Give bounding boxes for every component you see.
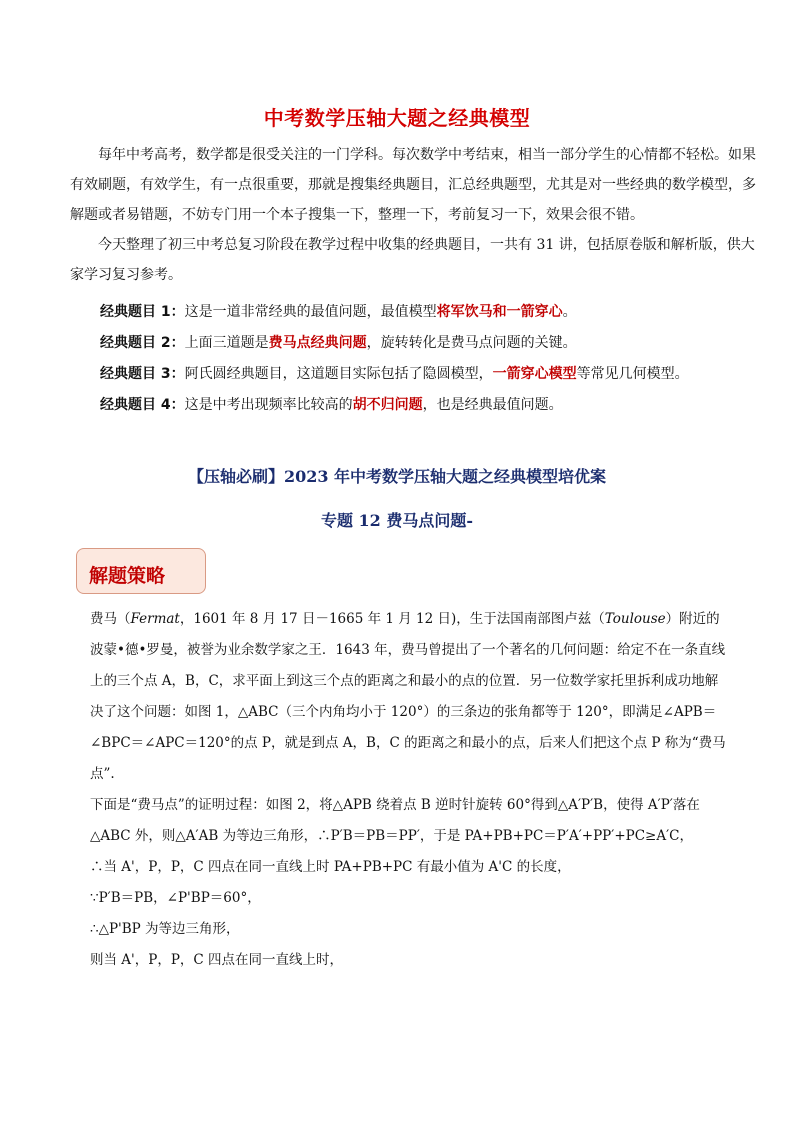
- body-paragraph-3: ∴当 A'，P，P，C 四点在同一直线上时 PA+PB+PC 有最小值为 A'C 的长度，: [90, 859, 571, 875]
- text-italic: Fermat: [130, 611, 180, 627]
- topic-heading: 专题 12 费马点问题-: [320, 511, 474, 530]
- strategy-badge: [76, 548, 206, 594]
- classic-list: [100, 297, 760, 421]
- classic-text-end: 。: [562, 304, 577, 320]
- strategy-label: 解题策略: [89, 565, 166, 587]
- classic-text: 这是一道非常经典的最值问题，最值模型: [184, 304, 437, 320]
- classic-highlight: 将军饮马和一箭穿心: [436, 304, 563, 320]
- text: ）附近的波蒙•德•罗曼，被誉为业余数学家之王．1643 年，费马曾提出了一个著名的几何问题：给定不在一条直线上的三个点 A，B，C，求平面上到这三个点的距离之和最小的点的位置．另一位数学家托里拆利成功地解决了这个问题：如图 1，△ABC（三个内角均小于 120°）的三条边的张角都等于 120°，即满足∠APB＝∠BPC＝∠APC＝120°的点 P，就是到点 A，B，C 的距离之和最小的点，后来人们把这个点 P 称为“费马点”.: [90, 611, 726, 782]
- intro-paragraph-1: 每年中考高考，数学都是很受关注的一门学科。每次数学中考结束，相当一部分学生的心情都不轻松。如果有效刷题，有效学生，有一点很重要，那就是搜集经典题目，汇总经典题型，尤其是对一些经典的数学模型，多解题或者易错题，不妨专门用一个本子搜集一下，整理一下，考前复习一下，效果会很不错。: [70, 147, 756, 223]
- classic-item: [100, 328, 760, 359]
- body-paragraph-6: 则当 A'，P，P，C 四点在同一直线上时，: [90, 952, 344, 968]
- document-title: 中考数学压轴大题之经典模型: [263, 106, 531, 130]
- classic-label: 经典题目 3：: [100, 366, 185, 382]
- classic-text-end: ，也是经典最值问题。: [422, 397, 563, 413]
- classic-item: [100, 297, 760, 328]
- classic-item: [100, 390, 760, 421]
- classic-text-end: 等常见几何模型。: [576, 366, 689, 382]
- body-paragraph-4: ∵P′B＝PB，∠P'BP＝60°，: [90, 890, 261, 906]
- classic-highlight: 胡不归问题: [352, 397, 423, 413]
- classic-highlight: 一箭穿心模型: [492, 366, 577, 382]
- classic-highlight: 费马点经典问题: [268, 335, 367, 351]
- series-heading: 【压轴必刷】2023 年中考数学压轴大题之经典模型培优案: [187, 467, 607, 486]
- body-paragraph-2: 下面是“费马点”的证明过程：如图 2，将△APB 绕着点 B 逆时针旋转 60°得到△A′P′B，使得 A′P′落在△ABC 外，则△A′AB 为等边三角形，∴P′B＝PB＝PP′，于是 PA+PB+PC＝P′A′+PP′+PC≥A′C，: [90, 797, 700, 844]
- text: ，1601 年 8 月 17 日－1665 年 1 月 12 日)，生于法国南部图卢兹（: [179, 611, 605, 627]
- classic-text: 这是中考出现频率比较高的: [184, 397, 353, 413]
- intro-paragraph-2: 今天整理了初三中考总复习阶段在教学过程中收集的经典题目，一共有 31 讲，包括原卷版和解析版，供大家学习复习参考。: [70, 237, 755, 283]
- text: 费马（: [90, 611, 131, 627]
- classic-label: 经典题目 1：: [100, 304, 185, 320]
- body-paragraph-5: ∴△P'BP 为等边三角形，: [90, 921, 240, 937]
- body-section: [90, 604, 730, 976]
- classic-text: 上面三道题是: [184, 335, 269, 351]
- classic-text-end: ，旋转转化是费马点问题的关键。: [366, 335, 577, 351]
- body-paragraph-1: [90, 604, 730, 790]
- classic-item: [100, 359, 760, 390]
- classic-text: 阿氏圆经典题目，这道题目实际包括了隐圆模型，: [184, 366, 493, 382]
- text-italic: Toulouse: [604, 611, 666, 627]
- intro-section: [70, 140, 760, 290]
- classic-label: 经典题目 4：: [100, 397, 185, 413]
- classic-label: 经典题目 2：: [100, 335, 185, 351]
